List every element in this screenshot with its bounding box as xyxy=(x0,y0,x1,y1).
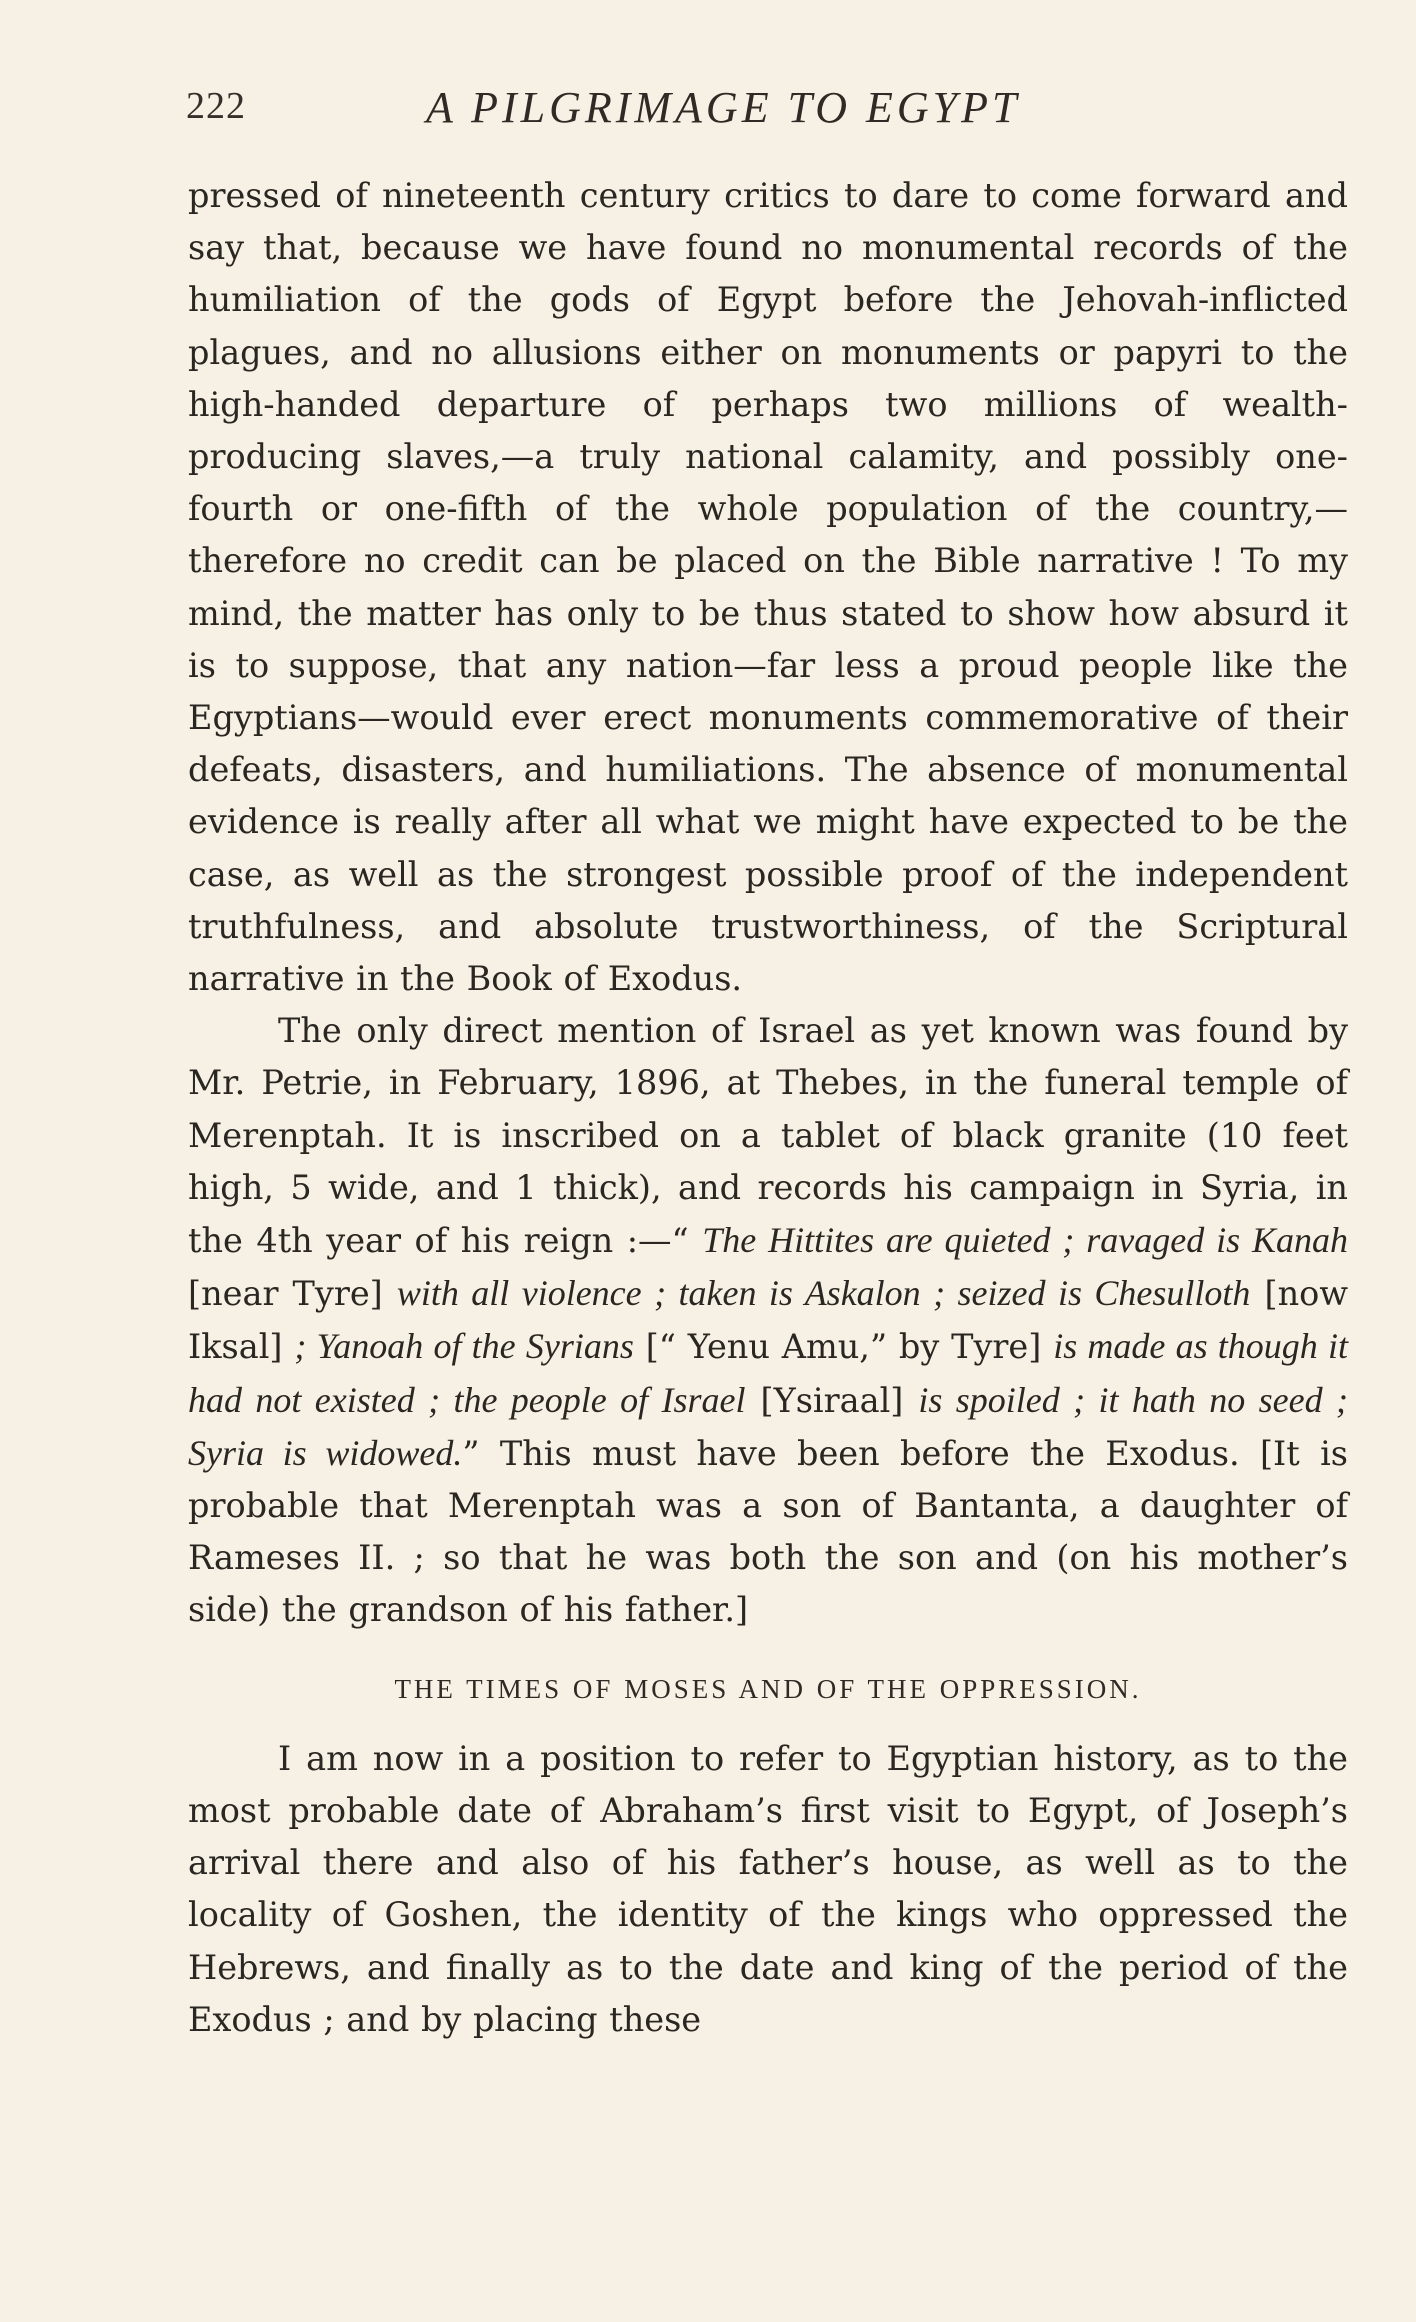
text-run: [now Iksal] xyxy=(188,1274,1348,1367)
text-run: ” This must have been before the Exodus. [It is probable that Merenptah was a son of Bantanta, a daughter of Rameses II. ; so that he was both the son and (on his mother’s side) the grandson of his father.] xyxy=(188,1433,1348,1630)
paragraph-continuation: pressed of nineteenth century critics to dare to come forward and say that, because we have found no monumental records of the humiliation of the gods of Egypt before the Jehovah-inflicted plagues, and no allusions either on monuments or papyri to the high-handed departure of perhaps two millions of wealth-producing slaves,—a truly national calamity, and possibly one-fourth or one-fifth of the whole population of the country,—therefore no credit can be placed on the Bible narrative ! To my mind, the matter has only to be thus stated to show how absurd it is to suppose, that any nation—far less a proud people like the Egyptians—would ever erect monuments commemorative of their defeats, disasters, and humiliations. The absence of monumental evidence is really after all what we might have expected to be the case, as well as the strongest possible proof of the independent truthfulness, and absolute trustworthiness, of the Scriptural narrative in the Book of Exodus. xyxy=(188,176,1348,999)
text-run: [near Tyre] xyxy=(188,1274,397,1314)
body-text xyxy=(188,170,1348,2046)
italic-quote: is made as though it had not existed ; the people of Israel xyxy=(188,1326,1348,1420)
italic-quote: with all violence ; taken is Askalon ; seized is Chesulloth xyxy=(396,1273,1251,1314)
italic-quote: is spoiled ; it hath no seed ; Syria is widowed. xyxy=(188,1379,1348,1473)
text-run: The only direct mention of Israel as yet known was found by Mr. Petrie, in February, 1896, at Thebes, in the funeral temple of Merenptah. It is inscribed on a tablet of black granite (10 feet high, 5 wide, and 1 thick), and records his campaign in Syria, in the 4th year of his reign :—“ xyxy=(188,1011,1348,1261)
page-header xyxy=(186,84,1352,144)
paragraph-section-start: I am now in a position to refer to Egyptian history, as to the most probable date of Abraham’s first visit to Egypt, of Joseph’s arrival there and also of his father’s house, as well as to the locality of Goshen, the identity of the kings who oppressed the Hebrews, and finally as to the date and king of the period of the Exodus ; and by placing these xyxy=(188,1738,1348,2039)
text-run: [Ysiraal] xyxy=(745,1380,919,1420)
running-title: A PILGRIMAGE TO EGYPT xyxy=(426,83,1021,132)
section-heading: THE TIMES OF MOSES AND OF THE OPPRESSION. xyxy=(394,1673,1142,1704)
paragraph-israel-stele xyxy=(188,1005,1348,1636)
page-number: 222 xyxy=(186,85,246,127)
text-run: [“ Yenu Amu,” by Tyre] xyxy=(633,1327,1054,1367)
italic-quote: ; Yanoah of the Syrians xyxy=(294,1326,634,1367)
italic-quote: The Hittites are quieted ; ravaged is Kanah xyxy=(702,1220,1348,1261)
